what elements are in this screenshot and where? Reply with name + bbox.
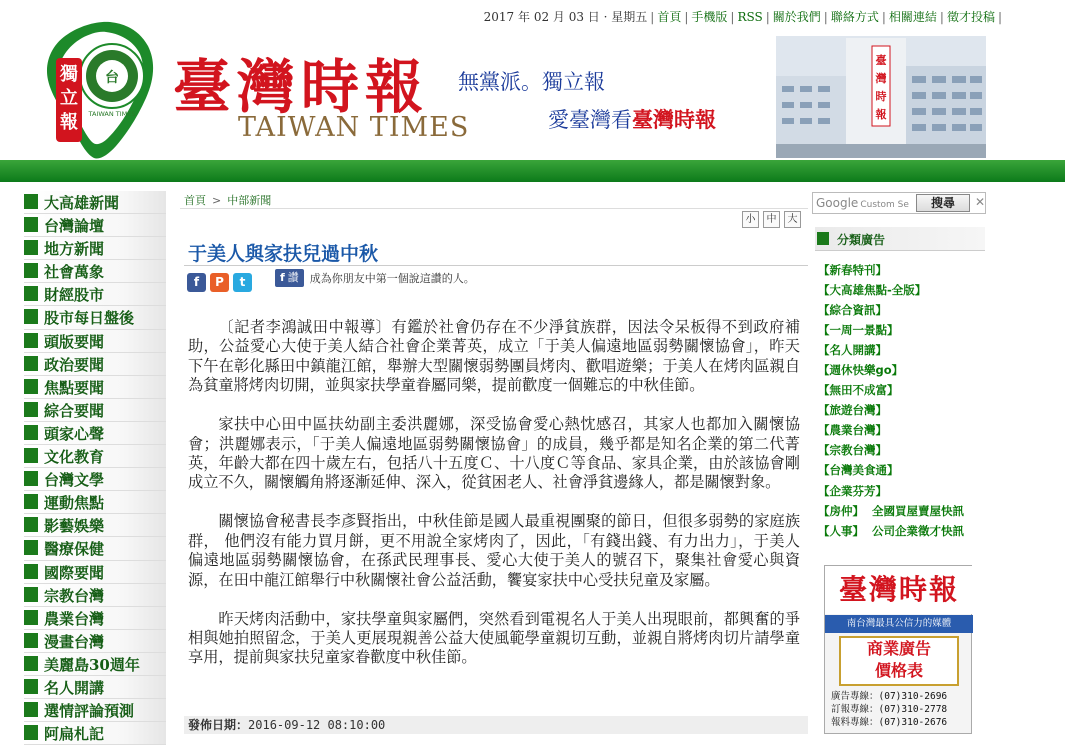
sidebar-item-label: 運動焦點: [44, 494, 105, 513]
link-mobile[interactable]: 手機版: [691, 10, 728, 24]
sidebar-item-label: 美麗島30週年: [44, 655, 140, 674]
brand-name-chinese[interactable]: 臺灣時報: [173, 53, 430, 121]
classifieds-list: [818, 260, 988, 541]
classified-link[interactable]: 【大高雄焦點-全版】: [818, 283, 927, 298]
twitter-icon[interactable]: t: [233, 273, 252, 292]
sidebar-item[interactable]: [24, 376, 166, 399]
sidebar-item-label: 選情評論預測: [44, 702, 135, 721]
classified-link[interactable]: 【宗教台灣】: [818, 443, 887, 458]
classified-link[interactable]: 【人事】 公司企業徵才快訊: [818, 523, 964, 538]
sidebar-item-label: 財經股市: [44, 286, 105, 305]
article-paragraph: 關懷協會秘書長李彥賢指出，中秋佳節是國人最重視團聚的節日，但很多弱勢的家庭族群， 他們沒有能力買月餅，更不用說全家烤肉了，因此，「有錢出錢、有力出力」，于美人偏遠地區弱勢關懷協會，在孫武民理事長、愛心大使于美人的號召下，聚集社會愛心與資源，在田中龍江館舉行中秋關懷社會公益活動，饗宴家扶中心受扶兒童及家屬。: [188, 512, 800, 589]
font-small-button[interactable]: 小: [742, 211, 759, 228]
advertising-rate-banner[interactable]: [824, 565, 972, 734]
divider: [180, 208, 808, 209]
slogan-independent: 無黨派。獨立報: [458, 70, 605, 94]
breadcrumb-home[interactable]: 首頁: [184, 194, 206, 207]
left-category-nav: [24, 191, 166, 745]
link-rss[interactable]: RSS: [737, 10, 763, 24]
sidebar-item[interactable]: [24, 584, 166, 607]
sidebar-item[interactable]: [24, 607, 166, 630]
current-date: 2017 年 02 月 03 日 · 星期五: [483, 10, 648, 24]
square-bullet-icon: [24, 240, 38, 255]
sidebar-item[interactable]: [24, 653, 166, 676]
classified-link[interactable]: 【名人開講】: [818, 343, 887, 358]
sidebar-item[interactable]: [24, 699, 166, 722]
svg-text:臺: 臺: [875, 54, 887, 67]
breadcrumb-section[interactable]: 中部新聞: [227, 194, 272, 207]
article-body: [188, 318, 800, 687]
sidebar-item-label: 國際要聞: [44, 563, 105, 582]
sidebar-item-label: 漫畫台灣: [44, 632, 105, 651]
sidebar-item[interactable]: [24, 537, 166, 560]
square-bullet-icon: [24, 309, 38, 324]
sidebar-item-label: 政治要聞: [44, 355, 105, 374]
square-bullet-icon: [24, 379, 38, 394]
ad-board: 商業廣告 價格表: [839, 636, 959, 686]
search-button[interactable]: 搜尋: [916, 194, 970, 212]
classified-link[interactable]: 【台灣美食通】: [818, 463, 899, 478]
classified-link[interactable]: 【企業芬芳】: [818, 483, 887, 498]
facebook-icon: f: [280, 271, 285, 284]
square-bullet-icon: [24, 725, 38, 740]
article-paragraph: 〔記者李鴻誠田中報導〕有鑑於社會仍存在不少淨貧族群，因法令呆板得不到政府補助，公益愛心大使于美人結合社會企業菁英，成立「于美人偏遠地區弱勢關懷協會」，昨天下午在彰化縣田中鎮龍江館，舉辦大型關懷弱勢團員烤肉、歡唱遊樂；于美人在烤肉區親自為貧童將烤肉切開，並與家扶學童眷屬同樂，提前歡度一個難忘的中秋佳節。: [188, 318, 800, 395]
sidebar-item[interactable]: [24, 630, 166, 653]
sidebar-item[interactable]: [24, 353, 166, 376]
square-bullet-icon: [24, 263, 38, 278]
slogan-love-taiwan: 愛臺灣看臺灣時報: [548, 107, 716, 132]
classified-link[interactable]: 【綜合資訊】: [818, 303, 887, 318]
sidebar-item[interactable]: [24, 468, 166, 491]
sidebar-item[interactable]: [24, 214, 166, 237]
sidebar-item-label: 宗教台灣: [44, 586, 105, 605]
link-jobs[interactable]: 徵才投稿: [946, 10, 995, 24]
ad-brand: 臺灣時報: [825, 566, 973, 614]
sidebar-item[interactable]: [24, 561, 166, 584]
link-contact[interactable]: 聯絡方式: [830, 10, 879, 24]
square-bullet-icon: [24, 448, 38, 463]
sidebar-item-label: 名人開講: [44, 678, 105, 697]
taiwan-map-logo[interactable]: [40, 18, 170, 163]
link-home[interactable]: 首頁: [657, 10, 682, 24]
sidebar-item[interactable]: [24, 514, 166, 537]
facebook-like-button[interactable]: f 讚: [275, 269, 304, 287]
svg-text:台: 台: [105, 70, 119, 86]
sidebar-item-label: 阿扁札記: [44, 725, 105, 744]
sidebar-item-label: 社會萬象: [44, 263, 105, 282]
sidebar-item[interactable]: [24, 306, 166, 329]
article-title: 于美人與家扶兒過中秋: [188, 243, 379, 265]
ad-tagline: 南台灣最具公信力的媒體: [825, 615, 973, 633]
square-bullet-icon: [24, 333, 38, 348]
sidebar-item-label: 股市每日盤後: [44, 309, 135, 328]
sidebar-item-label: 頭版要聞: [44, 332, 105, 351]
sidebar-item[interactable]: [24, 422, 166, 445]
square-bullet-icon: [24, 517, 38, 532]
sidebar-item[interactable]: [24, 283, 166, 306]
square-bullet-icon: [24, 564, 38, 579]
square-bullet-icon: [24, 540, 38, 555]
square-bullet-icon: [24, 679, 38, 694]
breadcrumb: 首頁 > 中部新聞: [184, 194, 272, 207]
font-large-button[interactable]: 大: [784, 211, 801, 228]
search-input[interactable]: Custom Se: [860, 200, 909, 210]
share-buttons: [187, 273, 252, 292]
square-bullet-icon: [24, 286, 38, 301]
sidebar-item[interactable]: [24, 330, 166, 353]
sidebar-item-label: 影藝娛樂: [44, 517, 105, 536]
square-bullet-icon: [24, 402, 38, 417]
square-bullet-icon: [817, 232, 829, 245]
sidebar-item-label: 農業台灣: [44, 609, 105, 628]
brand-name-english: TAIWAN TIMES: [238, 112, 470, 143]
square-bullet-icon: [24, 194, 38, 209]
square-bullet-icon: [24, 633, 38, 648]
classified-link[interactable]: 【房仲】 全國買屋賣屋快訊: [818, 503, 964, 518]
sidebar-item[interactable]: [24, 676, 166, 699]
link-about[interactable]: 關於我們: [772, 10, 821, 24]
square-bullet-icon: [24, 356, 38, 371]
classifieds-heading: 分類廣告: [815, 227, 985, 251]
square-bullet-icon: [24, 425, 38, 440]
sidebar-item-label: 醫療保健: [44, 540, 105, 559]
ad-phone-list: 廣告專線：(07)310-2696 訂報專線：(07)310-2778 報料專線：(07)310-2676: [831, 691, 948, 728]
svg-text:獨: 獨: [60, 64, 78, 85]
plurk-icon[interactable]: P: [210, 273, 229, 292]
square-bullet-icon: [24, 494, 38, 509]
facebook-like-widget: [275, 268, 475, 288]
svg-text:TAIWAN TIMES: TAIWAN TIMES: [88, 110, 136, 118]
svg-text:時: 時: [875, 90, 887, 103]
classified-link[interactable]: 【無田不成富】: [818, 383, 899, 398]
building-photo: [776, 36, 986, 158]
square-bullet-icon: [24, 610, 38, 625]
classified-link[interactable]: 【旅遊台灣】: [818, 403, 887, 418]
sidebar-item[interactable]: [24, 445, 166, 468]
close-icon[interactable]: ✕: [975, 195, 986, 209]
classified-link[interactable]: 【週休快樂go】: [818, 363, 904, 378]
link-related[interactable]: 相關連結: [888, 10, 937, 24]
divider: [184, 265, 808, 266]
classified-link[interactable]: 【一周一景點】: [818, 323, 899, 338]
sidebar-item-label: 文化教育: [44, 448, 105, 467]
svg-text:報: 報: [60, 112, 78, 133]
sidebar-item-label: 頭家心聲: [44, 424, 105, 443]
classified-link[interactable]: 【農業台灣】: [818, 423, 887, 438]
publish-date: 發佈日期：2016-09-12 08:10:00: [184, 716, 808, 734]
sidebar-item[interactable]: [24, 191, 166, 214]
google-logo: Google Custom Se: [816, 196, 909, 210]
sidebar-item-label: 焦點要聞: [44, 378, 105, 397]
square-bullet-icon: [24, 587, 38, 602]
top-links-bar: 2017 年 02 月 03 日 · 星期五 | 首頁 | 手機版 | RSS | 關於我們 | 聯絡方式 | 相關連結 | 徵才投稿 |: [483, 10, 1002, 24]
font-medium-button[interactable]: 中: [763, 211, 780, 228]
square-bullet-icon: [24, 217, 38, 232]
sidebar-item[interactable]: [24, 722, 166, 745]
header-green-bar: [0, 160, 1065, 182]
sidebar-item[interactable]: [24, 237, 166, 260]
square-bullet-icon: [24, 471, 38, 486]
site-header: [0, 0, 1065, 162]
sidebar-item[interactable]: [24, 260, 166, 283]
sidebar-item-label: 地方新聞: [44, 240, 105, 259]
google-search-box: [812, 192, 986, 214]
article-paragraph: 昨天烤肉活動中，家扶學童與家屬們，突然看到電視名人于美人出現眼前，都興奮的爭相與她拍照留念，于美人更展現親善公益大使風範學童親切互動，並親自將烤肉切片請學童享用，提前與家扶兒童家眷歡度中秋佳節。: [188, 609, 800, 667]
svg-text:灣: 灣: [875, 72, 887, 85]
sidebar-item-label: 台灣論壇: [44, 217, 105, 236]
sidebar-item[interactable]: [24, 399, 166, 422]
sidebar-item[interactable]: [24, 491, 166, 514]
square-bullet-icon: [24, 702, 38, 717]
article-paragraph: 家扶中心田中區扶幼副主委洪麗娜，深受協會愛心熱忱感召，其家人也都加入關懷協會；洪麗娜表示，「于美人偏遠地區弱勢關懷協會」的成員，幾乎都是知名企業的第二代菁英，年齡大都在四十歲左右，包括八十五度Ｃ、十八度Ｃ等食品、家具企業，由於該協會剛成立不久，關懷觸角將逐漸延伸、深入，從貧困老人、社會淨貧邊緣人，都是關懷對象。: [188, 415, 800, 492]
square-bullet-icon: [24, 656, 38, 671]
sidebar-item-label: 綜合要聞: [44, 401, 105, 420]
facebook-icon[interactable]: f: [187, 273, 206, 292]
classified-link[interactable]: 【新春特刊】: [818, 263, 887, 277]
sidebar-item-label: 台灣文學: [44, 471, 105, 490]
svg-text:報: 報: [875, 108, 887, 121]
facebook-like-text: 成為你朋友中第一個說這讚的人。: [309, 272, 475, 285]
sidebar-item-label: 大高雄新聞: [44, 194, 120, 212]
svg-text:立: 立: [60, 88, 78, 109]
font-size-controls: [742, 211, 801, 228]
